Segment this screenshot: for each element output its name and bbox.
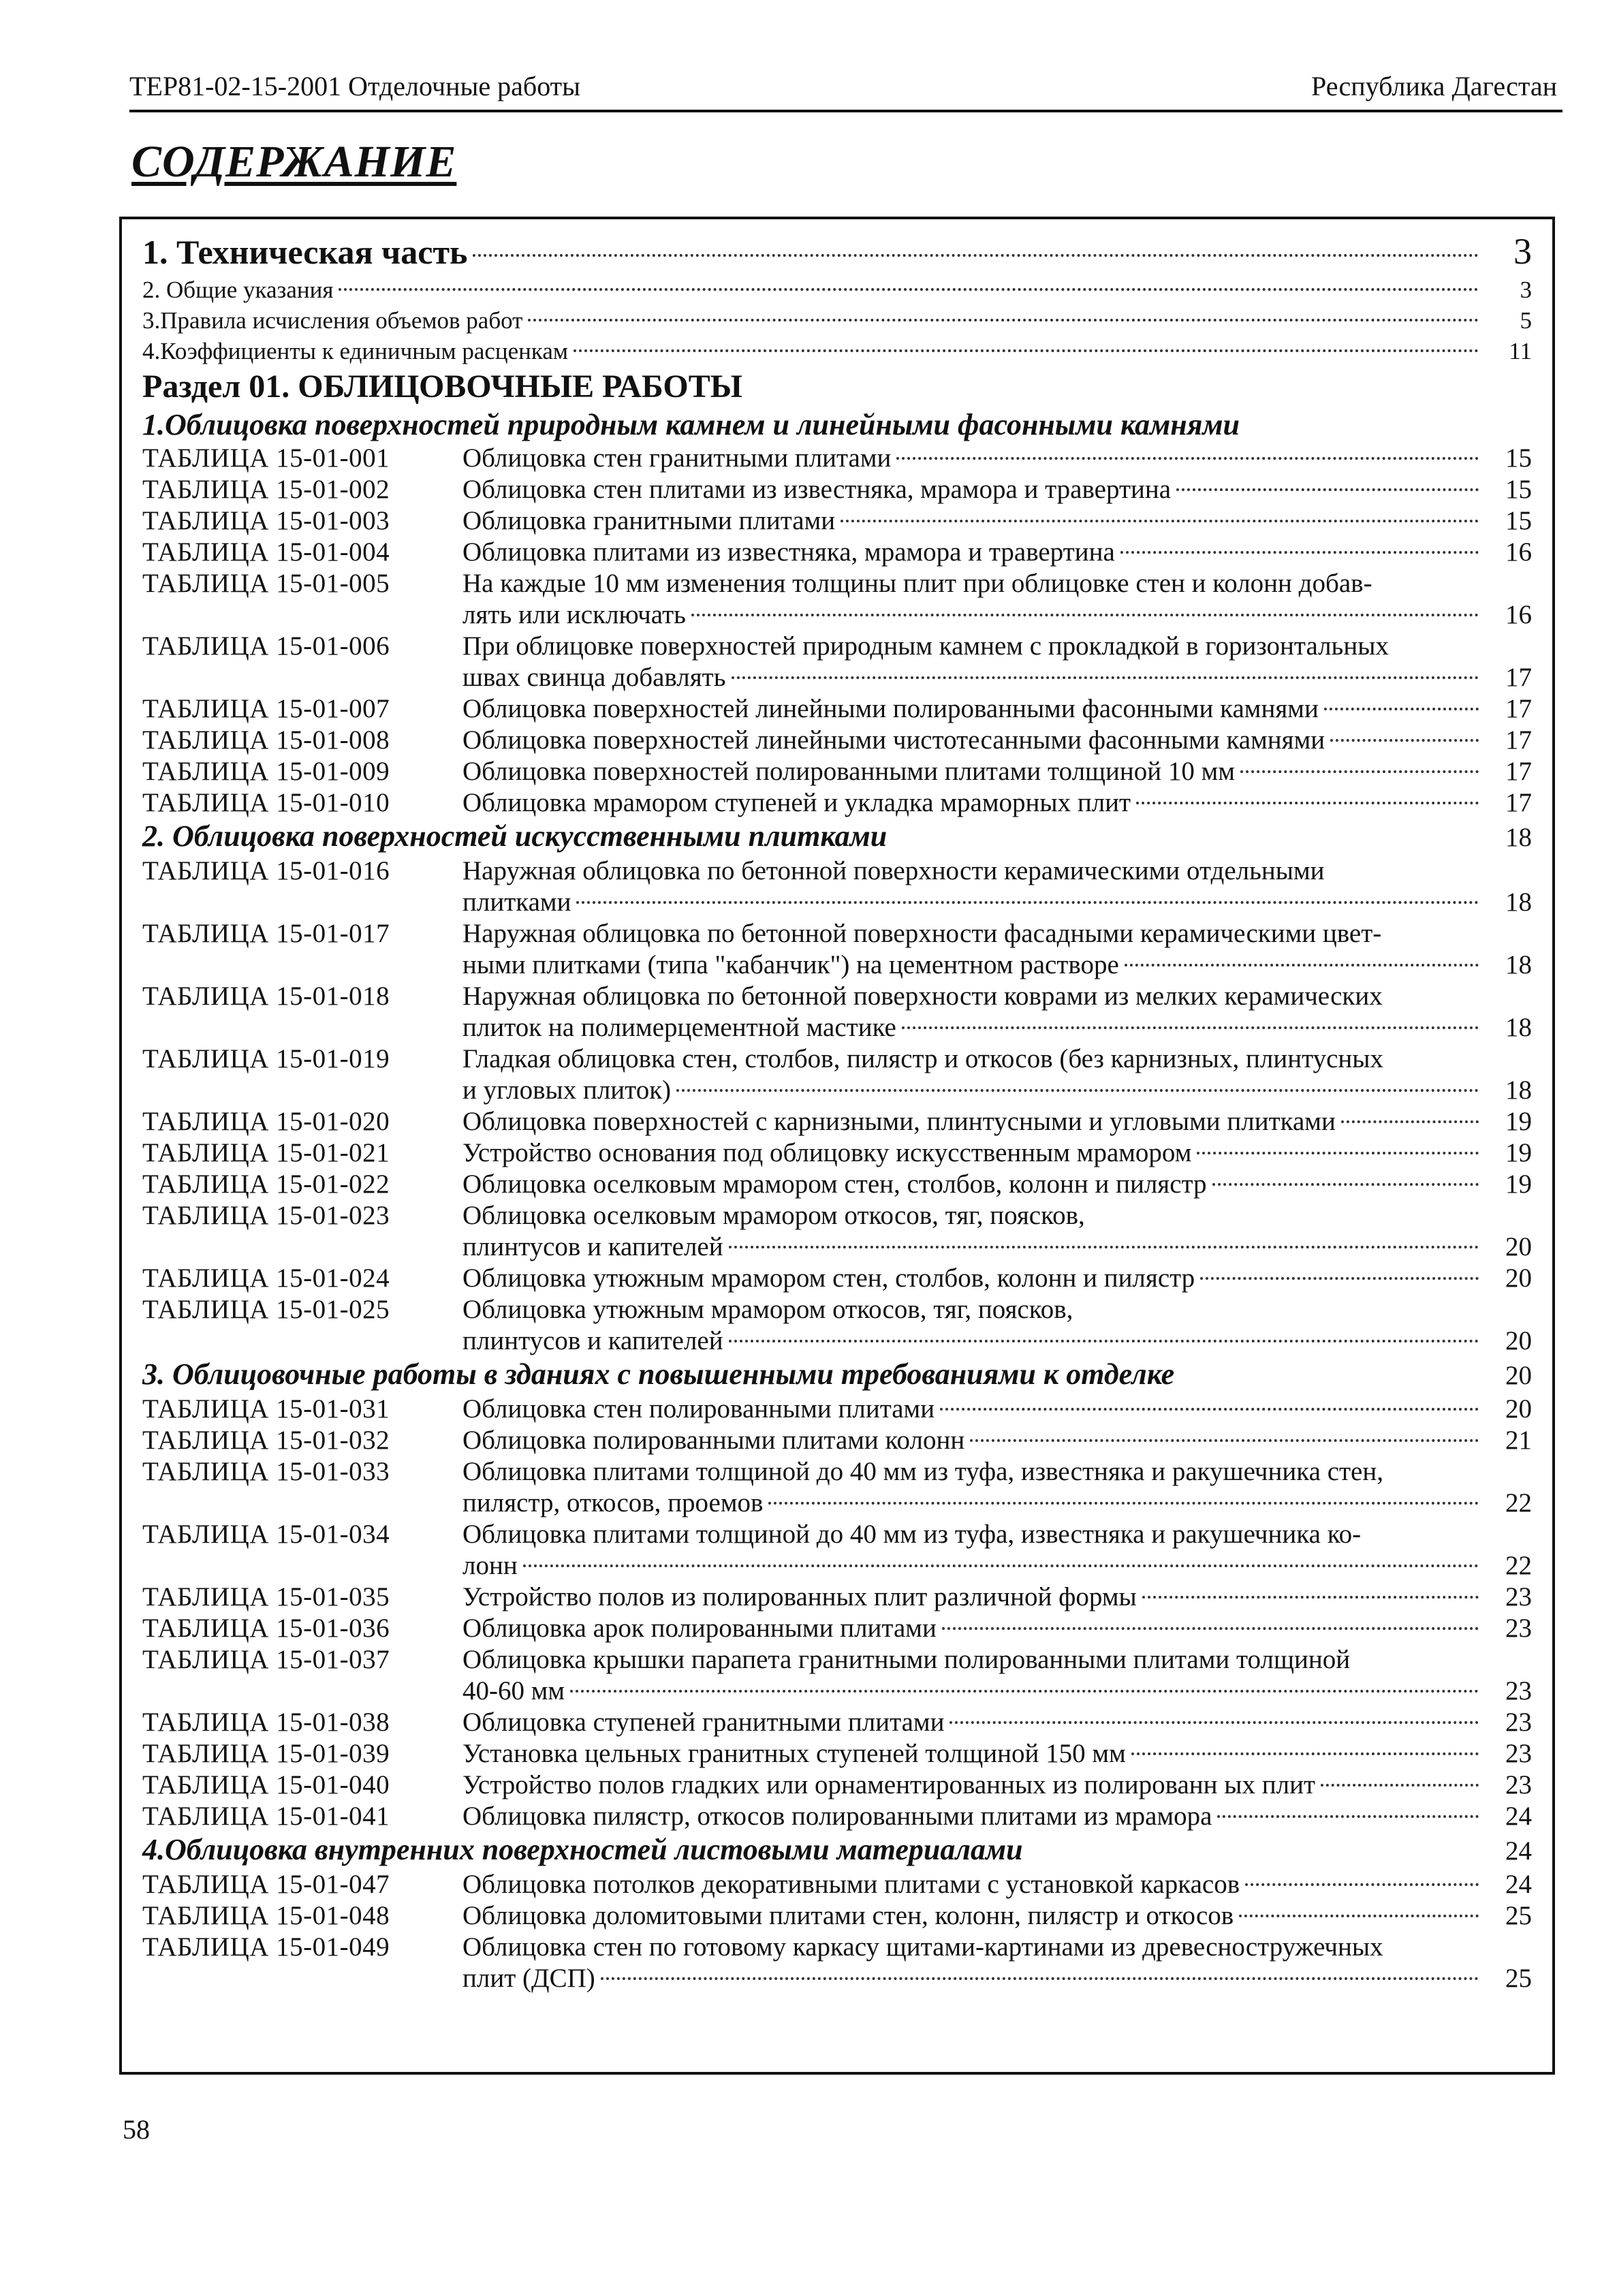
table-code: ТАБЛИЦА 15-01-008 (142, 725, 390, 755)
table-page: 19 (1505, 1169, 1532, 1199)
table-code: ТАБЛИЦА 15-01-031 (142, 1394, 390, 1424)
table-page: 18 (1505, 950, 1532, 979)
dot-leader (1176, 488, 1479, 491)
table-page: 19 (1505, 1138, 1532, 1167)
table-title-line: Облицовка утюжным мрамором откосов, тяг, поясков, (462, 1295, 1073, 1324)
table-code: ТАБЛИЦА 15-01-049 (142, 1932, 390, 1962)
dot-leader (1142, 1596, 1479, 1599)
table-page: 25 (1505, 1964, 1532, 1993)
dot-leader (1197, 1152, 1479, 1154)
table-code: ТАБЛИЦА 15-01-024 (142, 1263, 390, 1293)
table-page: 17 (1505, 725, 1532, 755)
table-title-line: Гладкая облицовка стен, столбов, пилястр и откосов (без карнизных, плинтусных (462, 1044, 1383, 1073)
table-entry (142, 918, 1532, 981)
subsection-title: 2. Облицовка поверхностей искусственными плитками (142, 819, 888, 853)
subsection-heading (142, 819, 1532, 855)
table-page: 17 (1505, 757, 1532, 786)
dot-leader (729, 1246, 1479, 1248)
table-code: ТАБЛИЦА 15-01-010 (142, 788, 390, 817)
subsection-heading (142, 1357, 1532, 1394)
table-page: 17 (1505, 788, 1532, 817)
toc-entry-text: 4.Коэффициенты к единичным расценкам (142, 338, 569, 364)
table-title: Устройство полов из полированных плит различной формы (462, 1582, 1137, 1611)
table-entry (142, 474, 1532, 505)
table-code: ТАБЛИЦА 15-01-001 (142, 443, 390, 473)
table-page: 16 (1505, 600, 1532, 629)
table-title: Облицовка поверхностей с карнизными, плинтусными и угловыми плитками (462, 1107, 1336, 1136)
table-code: ТАБЛИЦА 15-01-005 (142, 569, 390, 598)
header-divider (129, 110, 1563, 112)
page-title: СОДЕРЖАНИЕ (131, 137, 457, 187)
table-code: ТАБЛИЦА 15-01-037 (142, 1645, 390, 1674)
table-title: Облицовка доломитовыми плитами стен, колонн, пилястр и откосов (462, 1901, 1234, 1930)
table-page: 19 (1505, 1107, 1532, 1136)
dot-leader (1217, 1815, 1479, 1818)
dot-leader (949, 1721, 1479, 1724)
table-code: ТАБЛИЦА 15-01-018 (142, 981, 390, 1011)
table-title-line: Наружная облицовка по бетонной поверхности керамическими отдельными (462, 856, 1325, 885)
dot-leader (574, 349, 1479, 352)
table-title-line: лять или исключать (462, 600, 686, 629)
table-entry (142, 981, 1532, 1043)
table-code: ТАБЛИЦА 15-01-048 (142, 1901, 390, 1930)
table-code: ТАБЛИЦА 15-01-047 (142, 1870, 390, 1899)
dot-leader (1136, 802, 1479, 804)
table-title: Облицовка стен гранитными плитами (462, 443, 892, 473)
table-page: 24 (1505, 1802, 1532, 1831)
table-title-line: Наружная облицовка по бетонной поверхности фасадными керамическими цвет- (462, 919, 1382, 948)
dot-leader (1245, 1883, 1479, 1886)
table-title-line: На каждые 10 мм изменения толщины плит при облицовке стен и колонн добав- (462, 569, 1372, 598)
table-page: 24 (1505, 1870, 1532, 1899)
table-entry (142, 1169, 1532, 1200)
table-entry (142, 1294, 1532, 1357)
dot-leader (601, 1977, 1479, 1980)
table-entry (142, 1394, 1532, 1425)
table-entry (142, 1106, 1532, 1137)
dot-leader (1240, 770, 1479, 773)
dot-leader (732, 676, 1479, 679)
table-entry (142, 1519, 1532, 1582)
table-entry (142, 568, 1532, 631)
table-code: ТАБЛИЦА 15-01-032 (142, 1426, 390, 1455)
header-document-code: ТЕР81-02-15-2001 Отделочные работы (129, 71, 581, 101)
dot-leader (729, 1340, 1479, 1342)
table-code: ТАБЛИЦА 15-01-041 (142, 1802, 390, 1831)
table-code: ТАБЛИЦА 15-01-009 (142, 757, 390, 786)
table-title-line: ными плитками (типа "кабанчик") на цементном растворе (462, 950, 1119, 979)
table-page: 20 (1505, 1394, 1532, 1424)
table-title: Устройство полов гладких или орнаментированных из полированн ых плит (462, 1770, 1315, 1799)
table-title-line: 40-60 мм (462, 1676, 565, 1705)
table-title: Устройство основания под облицовку искусственным мрамором (462, 1138, 1192, 1167)
table-code: ТАБЛИЦА 15-01-021 (142, 1138, 390, 1167)
toc-entry-text: 2. Общие указания (142, 277, 334, 303)
table-page: 25 (1505, 1901, 1532, 1930)
table-code: ТАБЛИЦА 15-01-036 (142, 1614, 390, 1643)
table-title-line: Облицовка стен по готовому каркасу щитами-картинами из древесностружечных (462, 1932, 1383, 1962)
dot-leader (570, 1690, 1479, 1693)
toc-entry (142, 336, 1532, 366)
toc-entry-page: 5 (1520, 307, 1532, 334)
table-page: 23 (1505, 1582, 1532, 1611)
toc-entry-page: 3 (1513, 231, 1532, 272)
table-title: Установка цельных гранитных ступеней толщиной 150 мм (462, 1739, 1126, 1768)
dot-leader (1120, 551, 1479, 554)
table-code: ТАБЛИЦА 15-01-025 (142, 1295, 390, 1324)
table-entry (142, 1043, 1532, 1106)
dot-leader (339, 288, 1479, 291)
dot-leader (1200, 1277, 1479, 1280)
table-code: ТАБЛИЦА 15-01-007 (142, 694, 390, 723)
table-title-line: плиток на полимерцементной мастике (462, 1013, 896, 1042)
table-title-line: пилястр, откосов, проемов (462, 1488, 764, 1517)
dot-leader (473, 254, 1479, 257)
subsection-heading (142, 1832, 1532, 1869)
table-title-line: швах свинца добавлять (462, 663, 726, 692)
table-title: Облицовка поверхностей линейными полированными фасонными камнями (462, 694, 1319, 723)
dot-leader (1125, 964, 1479, 966)
toc-entry-text: 1. Техническая часть (142, 233, 468, 271)
dot-leader (523, 1564, 1479, 1567)
table-title: Облицовка стен плитами из известняка, мрамора и травертина (462, 475, 1172, 504)
table-entry (142, 1770, 1532, 1801)
table-page: 16 (1505, 537, 1532, 567)
table-entry (142, 1425, 1532, 1456)
table-entry (142, 505, 1532, 537)
subsection-title: 1.Облицовка поверхностей природным камнем и линейными фасонными камнями (142, 408, 1240, 441)
table-title: Облицовка арок полированными плитами (462, 1614, 937, 1643)
table-title-line: плинтусов и капителей (462, 1326, 723, 1355)
table-entry (142, 1900, 1532, 1932)
table-page: 23 (1505, 1676, 1532, 1705)
table-entry (142, 787, 1532, 819)
table-page: 23 (1505, 1708, 1532, 1737)
table-page: 18 (1505, 887, 1532, 917)
table-code: ТАБЛИЦА 15-01-002 (142, 475, 390, 504)
table-title: Облицовка гранитными плитами (462, 506, 836, 535)
table-of-contents (142, 229, 1532, 1994)
table-code: ТАБЛИЦА 15-01-016 (142, 856, 390, 885)
table-code: ТАБЛИЦА 15-01-004 (142, 537, 390, 567)
table-title-line: и угловых плиток) (462, 1075, 672, 1105)
subsection-heading (142, 407, 1532, 443)
section-heading: Раздел 01. ОБЛИЦОВОЧНЫЕ РАБОТЫ (142, 368, 742, 405)
subsection-title: 4.Облицовка внутренних поверхностей листовыми материалами (142, 1833, 1023, 1866)
table-page: 22 (1505, 1551, 1532, 1580)
table-title: Облицовка поверхностей линейными чистотесанными фасонными камнями (462, 725, 1325, 755)
dot-leader (1330, 739, 1479, 742)
table-title-line: Облицовка оселковым мрамором откосов, тяг, поясков, (462, 1201, 1085, 1230)
table-title: Облицовка поверхностей полированными плитами толщиной 10 мм (462, 757, 1236, 786)
table-code: ТАБЛИЦА 15-01-017 (142, 919, 390, 948)
table-title-line: лонн (462, 1551, 518, 1580)
table-code: ТАБЛИЦА 15-01-020 (142, 1107, 390, 1136)
toc-entry-page: 11 (1509, 338, 1532, 364)
table-title-line: Облицовка плитами толщиной до 40 мм из туфа, известняка и ракушечника ко- (462, 1520, 1362, 1549)
dot-leader (576, 901, 1479, 904)
table-entry (142, 855, 1532, 918)
toc-entry (142, 305, 1532, 336)
table-code: ТАБЛИЦА 15-01-019 (142, 1044, 390, 1073)
subsection-page: 20 (1505, 1361, 1532, 1390)
table-entry (142, 1456, 1532, 1519)
table-entry (142, 1613, 1532, 1644)
table-title: Облицовка плитами из известняка, мрамора и травертина (462, 537, 1115, 567)
table-title-line: плинтусов и капителей (462, 1232, 723, 1261)
dot-leader (1131, 1752, 1479, 1755)
table-entry (142, 1707, 1532, 1738)
dot-leader (528, 319, 1479, 321)
dot-leader (940, 1408, 1479, 1411)
table-code: ТАБЛИЦА 15-01-033 (142, 1457, 390, 1486)
table-title-line: плит (ДСП) (462, 1964, 595, 1993)
table-title: Облицовка ступеней гранитными плитами (462, 1708, 945, 1737)
table-entry (142, 1263, 1532, 1294)
dot-leader (768, 1502, 1479, 1505)
table-entry (142, 1644, 1532, 1707)
table-code: ТАБЛИЦА 15-01-035 (142, 1582, 390, 1611)
subsection-page: 24 (1505, 1836, 1532, 1866)
toc-entry (142, 229, 1532, 274)
subsection-title: 3. Облицовочные работы в зданиях с повышенными требованиями к отделке (142, 1357, 1175, 1391)
toc-entry-page: 3 (1520, 277, 1532, 303)
dot-leader (1212, 1183, 1479, 1186)
table-entry (142, 725, 1532, 756)
table-title: Облицовка утюжным мрамором стен, столбов, колонн и пилястр (462, 1263, 1195, 1293)
subsection-page: 18 (1505, 823, 1532, 852)
dot-leader (942, 1627, 1479, 1630)
page-number: 58 (123, 2114, 150, 2145)
dot-leader (896, 457, 1479, 460)
table-title-line: Облицовка крышки парапета гранитными полированными плитами толщиной (462, 1645, 1351, 1674)
header-region: Республика Дагестан (1311, 71, 1557, 101)
table-entry (142, 1200, 1532, 1263)
table-title: Облицовка оселковым мрамором стен, столбов, колонн и пилястр (462, 1169, 1207, 1199)
dot-leader (1341, 1120, 1479, 1123)
dot-leader (902, 1026, 1479, 1029)
table-page: 17 (1505, 694, 1532, 723)
table-page: 23 (1505, 1770, 1532, 1799)
table-code: ТАБЛИЦА 15-01-003 (142, 506, 390, 535)
table-page: 23 (1505, 1614, 1532, 1643)
table-page: 23 (1505, 1739, 1532, 1768)
dot-leader (1321, 1784, 1479, 1787)
table-page: 22 (1505, 1488, 1532, 1517)
table-code: ТАБЛИЦА 15-01-040 (142, 1770, 390, 1799)
table-page: 18 (1505, 1075, 1532, 1105)
table-entry (142, 1738, 1532, 1770)
table-page: 15 (1505, 506, 1532, 535)
table-title: Облицовка полированными плитами колонн (462, 1426, 965, 1455)
table-page: 17 (1505, 663, 1532, 692)
table-code: ТАБЛИЦА 15-01-023 (142, 1201, 390, 1230)
dot-leader (676, 1089, 1479, 1092)
table-entry (142, 537, 1532, 568)
toc-entry-text: 3.Правила исчисления объемов работ (142, 307, 523, 334)
table-title: Облицовка стен полированными плитами (462, 1394, 935, 1424)
table-page: 18 (1505, 1013, 1532, 1042)
table-code: ТАБЛИЦА 15-01-006 (142, 631, 390, 661)
table-title-line: Наружная облицовка по бетонной поверхности коврами из мелких керамических (462, 981, 1383, 1011)
table-entry (142, 443, 1532, 474)
dot-leader (970, 1439, 1479, 1442)
table-entry (142, 1801, 1532, 1832)
table-entry (142, 1932, 1532, 1994)
table-page: 21 (1505, 1426, 1532, 1455)
table-page: 20 (1505, 1326, 1532, 1355)
table-entry (142, 1869, 1532, 1900)
table-code: ТАБЛИЦА 15-01-039 (142, 1739, 390, 1768)
table-code: ТАБЛИЦА 15-01-034 (142, 1520, 390, 1549)
table-page: 20 (1505, 1263, 1532, 1293)
table-page: 20 (1505, 1232, 1532, 1261)
table-page: 15 (1505, 475, 1532, 504)
dot-leader (1324, 708, 1479, 710)
table-entry (142, 631, 1532, 693)
table-entry (142, 756, 1532, 787)
contents-frame (119, 217, 1555, 2075)
toc-entry (142, 274, 1532, 305)
table-entry (142, 693, 1532, 725)
dot-leader (691, 614, 1479, 616)
dot-leader (841, 520, 1479, 522)
table-title: Облицовка потолков декоративными плитами с установкой каркасов (462, 1870, 1240, 1899)
table-entry (142, 1137, 1532, 1169)
table-code: ТАБЛИЦА 15-01-022 (142, 1169, 390, 1199)
table-title-line: При облицовке поверхностей природным камнем с прокладкой в горизонтальных (462, 631, 1389, 661)
table-code: ТАБЛИЦА 15-01-038 (142, 1708, 390, 1737)
table-title: Облицовка мрамором ступеней и укладка мраморных плит (462, 788, 1131, 817)
dot-leader (1239, 1915, 1479, 1917)
table-title-line: плитками (462, 887, 571, 917)
table-entry (142, 1582, 1532, 1613)
table-title: Облицовка пилястр, откосов полированными плитами из мрамора (462, 1802, 1212, 1831)
table-title-line: Облицовка плитами толщиной до 40 мм из туфа, известняка и ракушечника стен, (462, 1457, 1383, 1486)
table-page: 15 (1505, 443, 1532, 473)
